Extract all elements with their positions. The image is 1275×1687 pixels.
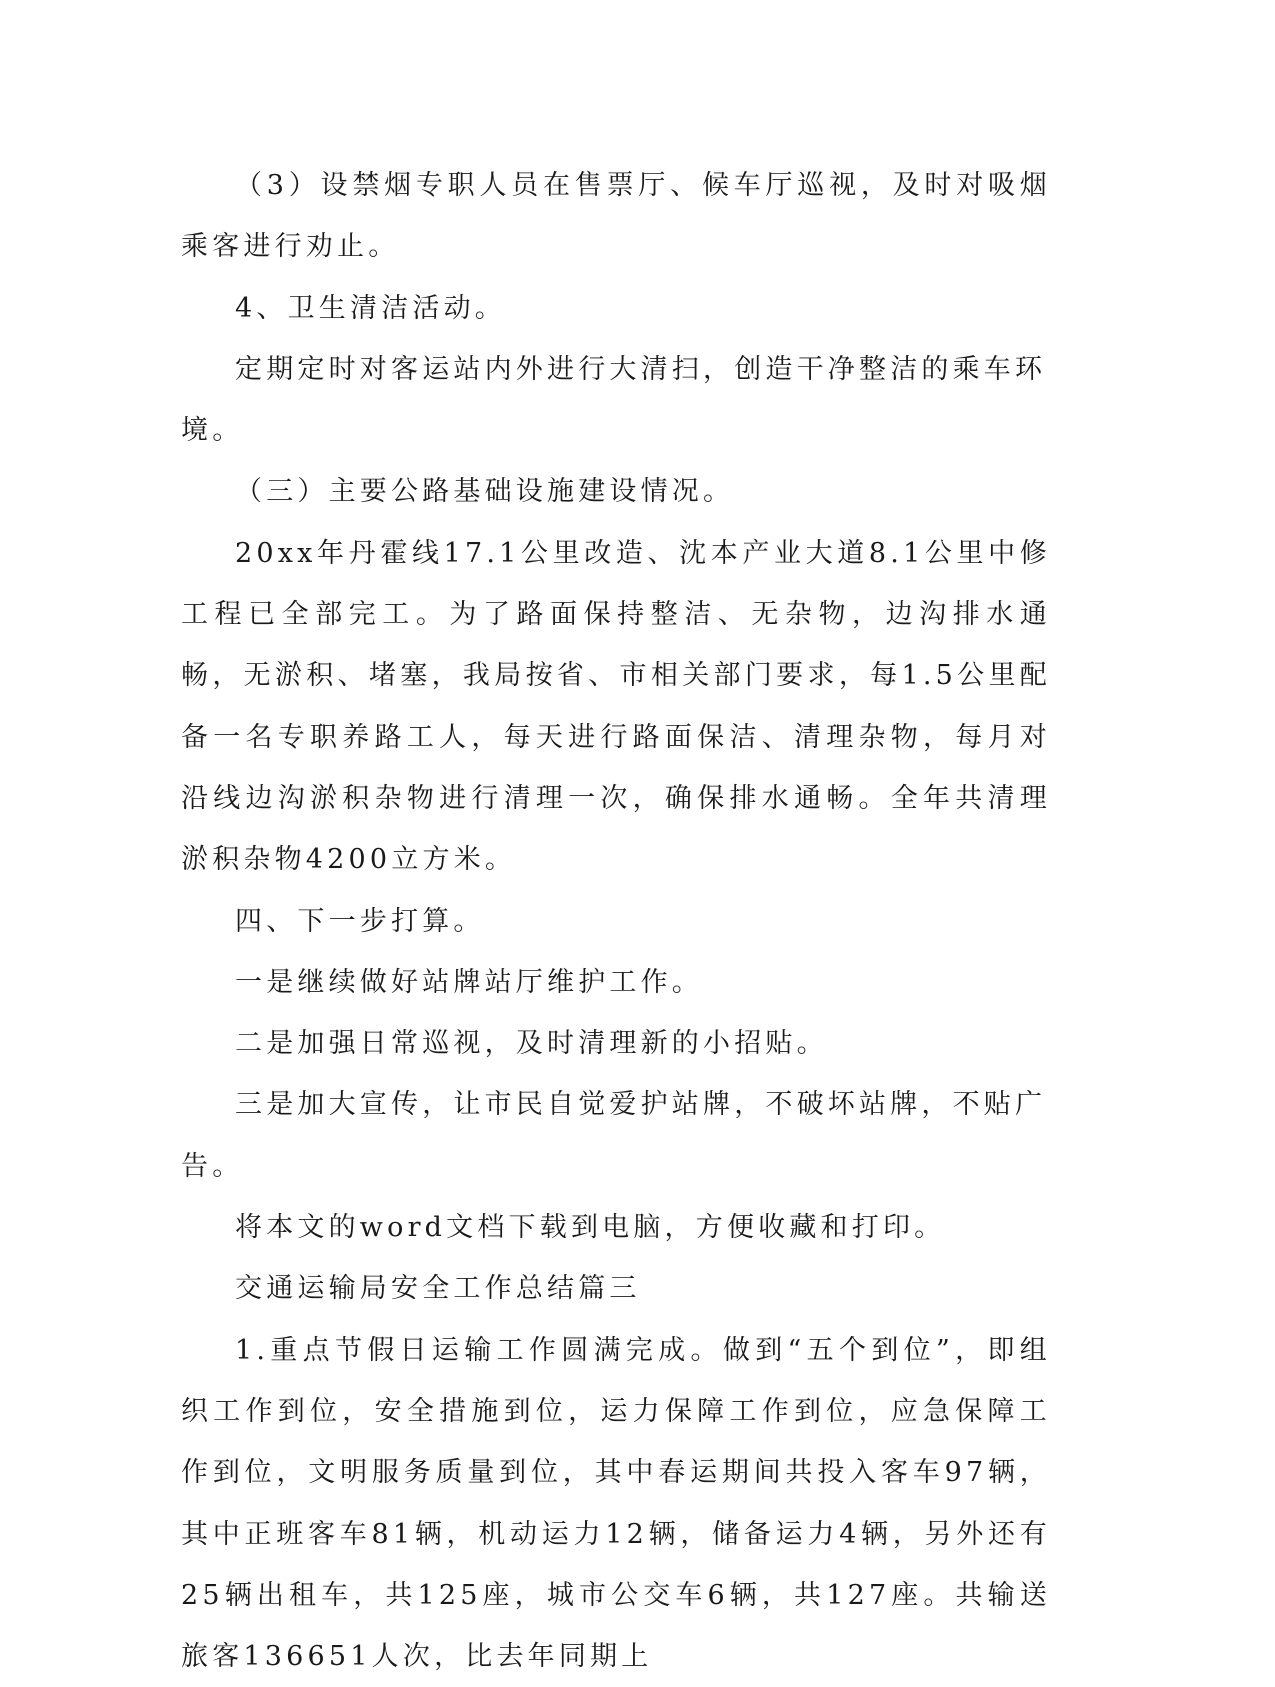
paragraph-road-construction: 20xx年丹霍线17.1公里改造、沈本产业大道8.1公里中修工程已全部完工。为了路面保持整洁、无杂物，边沟排水通畅，无淤积、堵塞，我局按省、市相关部门要求，每1.5公里配备一名专职养路工人，每天进行路面保洁、清理杂物，每月对沿线边沟淤积杂物进行清理一次，确保排水通畅。全年共清理淤积杂物4200立方米。	[181, 537, 1051, 876]
document-body	[181, 155, 1051, 1687]
heading-next-steps: 四、下一步打算。	[235, 905, 485, 937]
paragraph-smoking-patrol: （3）设禁烟专职人员在售票厅、候车厅巡视，及时对吸烟乘客进行劝止。	[181, 170, 1051, 263]
paragraph-step-three: 三是加大宣传，让市民自觉爱护站牌，不破坏站牌，不贴广告。	[181, 1089, 1047, 1182]
paragraph-download-note: 将本文的word文档下载到电脑，方便收藏和打印。	[235, 1212, 946, 1244]
paragraph-cleaning: 定期定时对客运站内外进行大清扫，创造干净整洁的乘车环境。	[181, 353, 1047, 447]
section-title-part-three: 交通运输局安全工作总结篇三	[235, 1273, 641, 1305]
paragraph-step-two: 二是加强日常巡视，及时清理新的小招贴。	[235, 1028, 828, 1060]
heading-road-infrastructure: （三）主要公路基础设施建设情况。	[235, 476, 735, 508]
heading-cleaning-activity: 4、卫生清洁活动。	[235, 292, 506, 324]
paragraph-holiday-transport: 1.重点节假日运输工作圆满完成。做到“五个到位”，即组织工作到位，安全措施到位，运力保障工作到位，应急保障工作到位，文明服务质量到位，其中春运期间共投入客车97辆，其中正班客车81辆，机动运力12辆，储备运力4辆，另外还有25辆出租车，共125座，城市公交车6辆，共127座。共输送旅客136651人次，比去年同期上	[181, 1334, 1051, 1673]
paragraph-step-one: 一是继续做好站牌站厅维护工作。	[235, 966, 703, 998]
